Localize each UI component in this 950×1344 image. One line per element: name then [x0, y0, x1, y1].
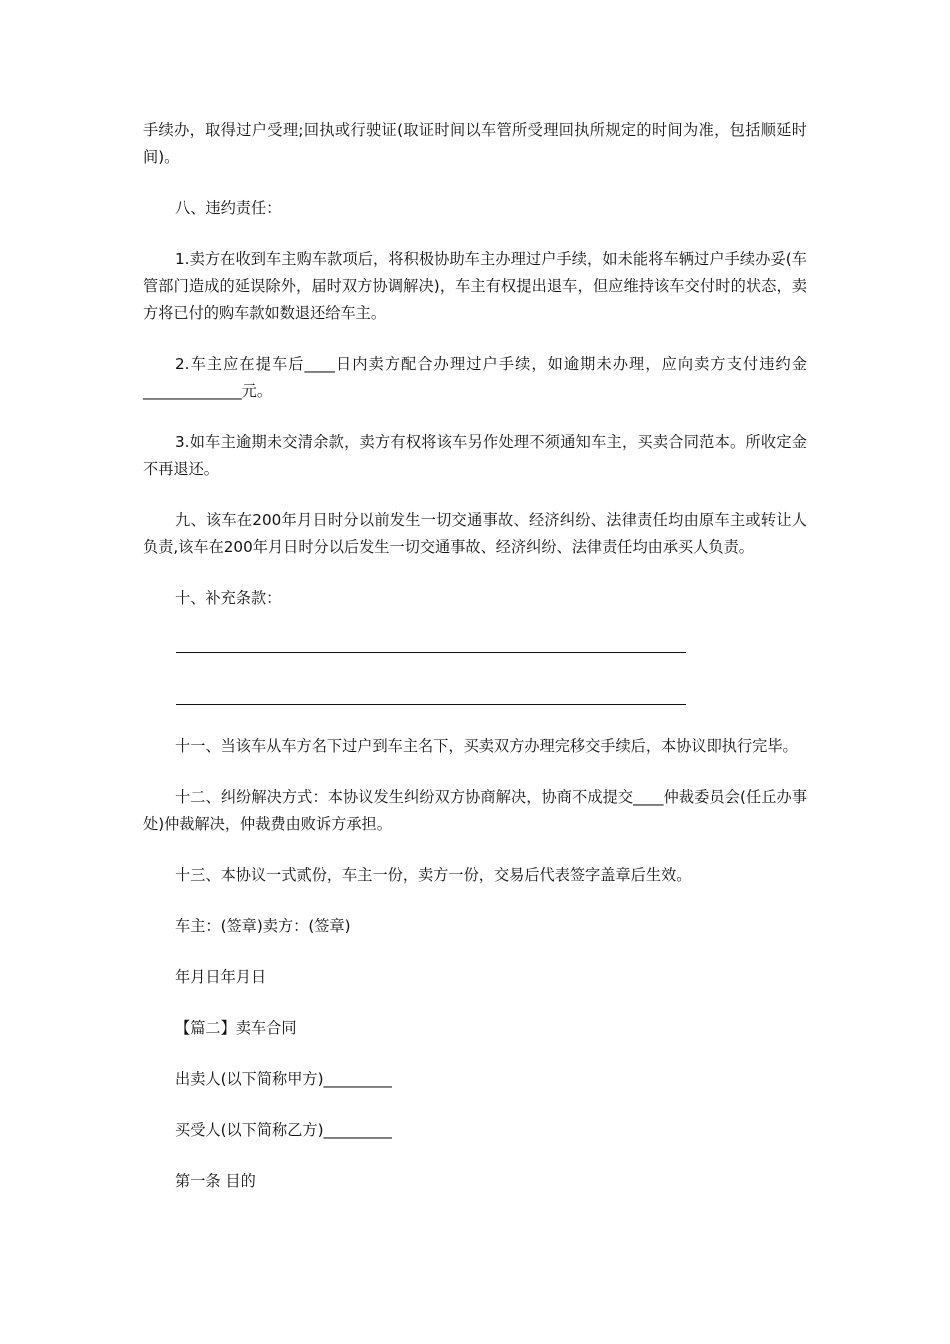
date-line: 年月日年月日 — [175, 968, 267, 986]
document-page — [143, 117, 807, 1195]
part-two-heading: 【篇二】卖车合同 — [175, 1019, 297, 1037]
supplementary-blank-line-1 — [176, 634, 686, 653]
paragraph-continuation: 手续办，取得过户受理;回执或行驶证(取证时间以车管所受理回执所规定的时间为准，包括顺延时间)。 — [143, 121, 807, 166]
clause-11: 十一、当该车从车方名下过户到车主名下，买卖双方办理完移交手续后，本协议即执行完毕。 — [175, 737, 798, 755]
section-heading-breach: 八、违约责任： — [175, 199, 282, 217]
supplementary-blank-line-2 — [176, 686, 686, 705]
clause-8-3: 3.如车主逾期未交清余款，卖方有权将该车另作处理不须通知车主，买卖合同范本。所收定金不再退还。 — [143, 433, 807, 478]
clause-9: 九、该车在200年月日时分以前发生一切交通事故、经济纠纷、法律责任均由原车主或转让人负责,该车在200年月日时分以后发生一切交通事故、经济纠纷、法律责任均由承买人负责。 — [143, 511, 807, 556]
clause-12: 十二、纠纷解决方式：本协议发生纠纷双方协商解决，协商不成提交____仲裁委员会(任丘办事处)仲裁解决，仲裁费由败诉方承担。 — [143, 788, 807, 833]
clause-8-2: 2.车主应在提车后____日内卖方配合办理过户手续，如逾期未办理，应向卖方支付违约金_____________元。 — [143, 355, 807, 400]
section-heading-supplementary: 十、补充条款： — [175, 589, 282, 607]
clause-13: 十三、本协议一式贰份，车主一份，卖方一份，交易后代表签字盖章后生效。 — [175, 866, 692, 884]
article-one-heading: 第一条 目的 — [175, 1172, 256, 1190]
buyer-line: 买受人(以下简称乙方)_________ — [175, 1121, 392, 1139]
seller-line: 出卖人(以下简称甲方)_________ — [175, 1070, 392, 1088]
signature-line: 车主：(签章)卖方：(签章) — [175, 917, 351, 935]
clause-8-1: 1.卖方在收到车主购车款项后，将积极协助车主办理过户手续，如未能将车辆过户手续办妥(车管部门造成的延误除外，届时双方协调解决)，车主有权提出退车，但应维持该车交付时的状态，卖方将已付的购车款如数退还给车主。 — [143, 250, 807, 322]
